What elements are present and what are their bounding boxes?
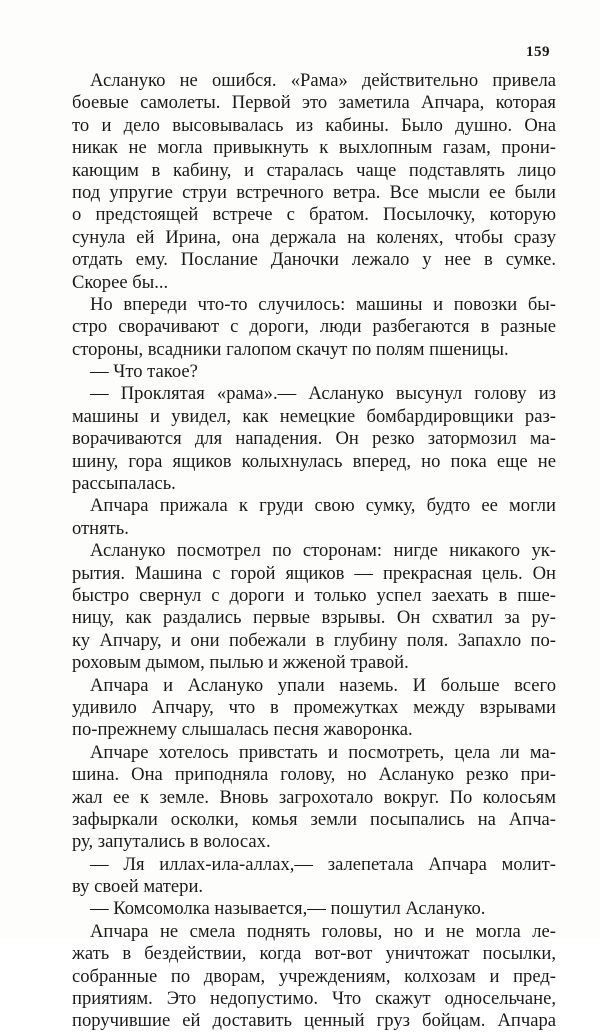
text-line: удивило Апчару, что в промежутках между взрывами	[72, 696, 556, 718]
text-line: Аслануко не ошибся. «Рама» действительно привела	[90, 70, 556, 91]
text-line: Апчара и Асланyко упали наземь. И больше всего	[90, 674, 556, 696]
text-line: — Что такое?	[90, 361, 198, 383]
text-line: сунула ей Ирина, она держала на коленях, чтобы сразу	[72, 226, 556, 248]
text-line: стро сворачивают с дороги, люди разбегаются в разные	[72, 316, 556, 338]
text-line: приятиям. Это недопустимо. Что скажут односельчане,	[72, 988, 556, 1010]
paragraph	[72, 898, 556, 920]
text-line: ку Апчару, и они побежали в глубину поля. Запахло по-	[72, 629, 556, 651]
text-line: зафыркали осколки, комья земли посыпались на Апча-	[72, 808, 556, 830]
text-line: отнять.	[72, 517, 129, 539]
text-line: роховым дымом, пылью и жженой травой.	[72, 652, 409, 674]
text-line: — Комсомолка называется,— пошутил Асланyко.	[90, 898, 486, 920]
text-line: Апчара прижала к груди свою сумку, будто ее могли	[90, 495, 556, 517]
text-line: поручившие ей доставить ценный груз бойцам. Апчара	[72, 1010, 556, 1032]
body-text	[72, 70, 556, 1033]
text-line: — Ля иллах-ила-аллах,— залепетала Апчара молит-	[90, 853, 556, 875]
text-line: шину, гора ящиков колыхнулась вперед, но пока еще не	[72, 450, 556, 472]
paragraph	[72, 540, 556, 674]
text-line: Скорее бы...	[72, 271, 169, 293]
text-line: о предстоящей встрече с братом. Посылочку, которую	[72, 204, 556, 226]
text-line: Но впереди что-то случилось: машины и повозки бы-	[90, 293, 556, 315]
text-line: шина. Она приподняла голову, но Асланyко резко при-	[72, 764, 556, 786]
text-line: ру, запутались в волосах.	[72, 831, 271, 853]
text-line: собранные по дворам, учреждениям, колхозам и пред-	[72, 965, 556, 987]
text-line: ницу, как раздались первые взрывы. Он схватил за ру-	[72, 607, 556, 629]
text-line: отдать ему. Послание Даночки лежало у нее в сумке.	[72, 249, 556, 271]
paragraph	[72, 70, 556, 294]
text-line: машины и увидел, как немецкие бомбардировщики раз-	[72, 405, 556, 427]
text-line: Асланyко посмотрел по сторонам: нигде никакого ук-	[90, 540, 556, 562]
text-line: жать в бездействии, когда вот-вот уничтожат посылки,	[72, 943, 556, 965]
text-line: ворачиваются для нападения. Он резко затормозил ма-	[72, 428, 556, 450]
paragraph	[72, 921, 556, 1033]
paragraph	[72, 675, 556, 742]
paragraph	[72, 495, 556, 540]
text-line: боевые самолеты. Первой это заметила Апчара, которая	[72, 92, 556, 114]
text-line: Апчаре хотелось привстать и посмотреть, цела ли ма-	[90, 741, 556, 763]
text-line: никак не могла привыкнуть к выхлопным газам, прони-	[72, 137, 556, 159]
text-line: — Проклятая «рама».— Асланyко высунул голову из	[90, 383, 556, 405]
text-line: жал ее к земле. Вновь загрохотало вокруг. По колосьям	[72, 786, 556, 808]
paragraph	[72, 383, 556, 495]
text-line: кающим в кабину, и старалась чаще подставлять лицо	[72, 159, 556, 181]
text-line: рассыпалась.	[72, 473, 176, 495]
text-line: рытия. Машина с горой ящиков — прекрасная цель. Он	[72, 562, 556, 584]
paragraph	[72, 854, 556, 899]
paragraph	[72, 742, 556, 854]
text-line: быстро свернул с дороги и только успел заехать в пше-	[72, 584, 556, 606]
paragraph	[72, 294, 556, 361]
text-line: стороны, всадники галопом скачут по полям пшеницы.	[72, 338, 509, 360]
text-line: по-прежнему слышалась песня жаворонка.	[72, 719, 413, 741]
paragraph	[72, 361, 556, 383]
text-line: Апчара не смела поднять головы, но и не могла ле-	[90, 920, 556, 942]
text-line: то и дело высовывалась из кабины. Было душно. Она	[72, 114, 556, 136]
page-number: 159	[526, 44, 550, 60]
text-line: ву своей матери.	[72, 876, 204, 898]
text-line: под упругие струи встречного ветра. Все мысли ее были	[72, 181, 556, 203]
